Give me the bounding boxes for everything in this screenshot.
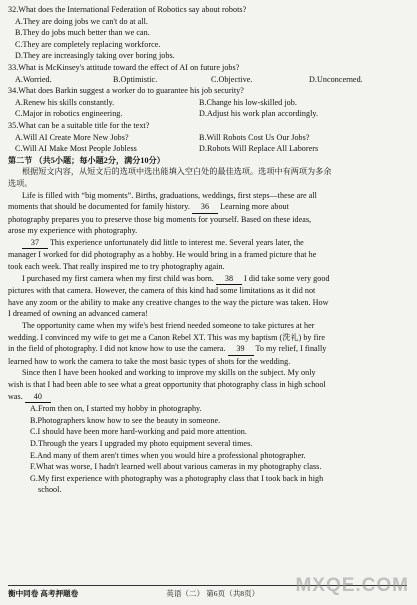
question-32-option-b: B.They do jobs much better than we can.: [15, 28, 150, 38]
question-32-option-a: A.They are doing jobs we can't do at all.: [15, 16, 148, 26]
footer-page-number: 英语（二） 第6页（共8页）: [166, 588, 260, 598]
question-34-stem: 34.What does Barkin suggest a worker do to guarantee his job security?: [8, 86, 244, 96]
choice-c: C.I should have been more hard-working and paid more attention.: [30, 427, 247, 437]
question-33-option-a: A.Worried.: [15, 74, 52, 84]
question-34-option-b: B.Change his low-skilled job.: [199, 97, 297, 107]
question-35-option-b: B.Will Robots Cost Us Our Jobs?: [199, 132, 310, 142]
passage-line: 37 This experience unfortunately did little to interest me. Several years later, the: [8, 237, 407, 250]
choice-g-cont: school.: [38, 485, 62, 495]
question-35-option-c: C.Will AI Make Most People Jobless: [15, 144, 137, 154]
passage-line: I purchased my first camera when my first child was born. 38 I did take some very good: [8, 273, 407, 286]
passage-line: learned how to work the camera to take the most basic types of shots for the wedding.: [8, 356, 291, 366]
choice-a: A.From then on, I started my hobby in photography.: [30, 404, 202, 414]
question-35-options-row2: [8, 143, 407, 155]
choice-b: B.Photographers know how to see the beauty in someone.: [30, 415, 221, 425]
passage-line: have any zoom or the ability to make any creative changes to the way the picture was taken. How: [8, 297, 329, 307]
watermark: MXQE.COM: [295, 575, 409, 596]
question-35-stem: 35.What can be a suitable title for the text?: [8, 120, 150, 130]
passage-line: I dreamed of owning an advanced camera!: [8, 309, 148, 319]
question-32-option-d: D.They are increasingly taking over boring jobs.: [15, 51, 175, 61]
question-32-stem: 32.What does the International Federation of Robotics say about robots?: [8, 5, 247, 14]
blank-37[interactable]: 37: [22, 237, 48, 250]
passage-line: wedding. I convinced my wife to get me a Canon Rebel XT. This was my baptism (洗礼) by fire: [8, 332, 326, 342]
question-34-options-row1: [8, 97, 407, 109]
question-35-option-d: D.Robots Will Replace All Laborers: [199, 144, 319, 154]
question-35-options-row1: [8, 132, 407, 144]
passage-line: was. 40: [8, 391, 407, 404]
question-32-option-c: C.They are completely replacing workforce.: [15, 39, 161, 49]
section-2-instructions-cont: 选项。: [8, 178, 33, 188]
blank-40[interactable]: 40: [25, 391, 51, 404]
question-33-option-d: D.Unconcerned.: [309, 74, 363, 84]
question-34-option-d: D.Adjust his work plan accordingly.: [199, 109, 319, 119]
question-33-stem: 33.What is McKinsey's attitude toward the effect of AI on future jobs?: [8, 62, 240, 72]
passage-line: took each week. That really inspired me to try photography again.: [8, 262, 225, 272]
footer-series: 衡中同卷 高考押题卷: [8, 588, 79, 598]
blank-38[interactable]: 38: [216, 273, 242, 286]
passage-line: The opportunity came when my wife's best friend needed someone to take pictures at her: [22, 321, 315, 331]
passage-line: photography prepares you to preserve those big moments for yourself. Based on these ideas,: [8, 214, 312, 224]
passage-line: in the field of photography. I did not know how to use the camera. 39 To my relief, I finally: [8, 343, 407, 356]
section-2-instructions: 根据短文内容，从短文后的选项中选出能填入空白处的最佳选项。选项中有两项为多余: [22, 167, 332, 177]
passage-line: wish is that I had been able to see what a great opportunity that photography class in high school: [8, 380, 326, 389]
passage-line: moments that should be documented for family history. 36 Learning more about: [8, 201, 407, 214]
question-33-options: [8, 74, 407, 86]
choice-g: G.My first experience with photography was a photography class that I took back in high: [30, 473, 324, 483]
question-34-options-row2: [8, 108, 407, 120]
blank-36[interactable]: 36: [192, 201, 218, 214]
question-34-option-a: A.Renew his skills constantly.: [15, 97, 115, 107]
passage-line: pictures with that camera. However, the camera of this kind had some limitations as it did not: [8, 286, 316, 296]
question-33-option-b: B.Optimistic.: [113, 74, 158, 84]
passage-line: Life is filled with “big moments”. Births, graduations, weddings, first steps—these are all: [22, 190, 317, 200]
passage-line: arose my experience with photography.: [8, 226, 138, 236]
passage-line: Since then I have been hooked and working to improve my skills on the subject. My only: [22, 368, 316, 378]
passage-line: manager I worked for did photography as a hobby. He would bring in a framed picture that he: [8, 250, 317, 260]
choice-d: D.Through the years I upgraded my photo equipment several times.: [30, 438, 253, 448]
question-35-option-a: A.Will AI Create More New Jobs?: [15, 132, 129, 142]
section-2-heading: 第二节 （共5小题；每小题2分，满分10分）: [8, 155, 165, 165]
question-34-option-c: C.Major in robotics engineering.: [15, 109, 123, 119]
choice-f: F.What was worse, I hadn't learned well about various cameras in my photography class.: [30, 462, 322, 472]
blank-39[interactable]: 39: [228, 343, 254, 356]
question-33-option-c: C.Objective.: [211, 74, 253, 84]
choice-e: E.And many of them aren't times when you would hire a professional photographer.: [30, 450, 306, 460]
